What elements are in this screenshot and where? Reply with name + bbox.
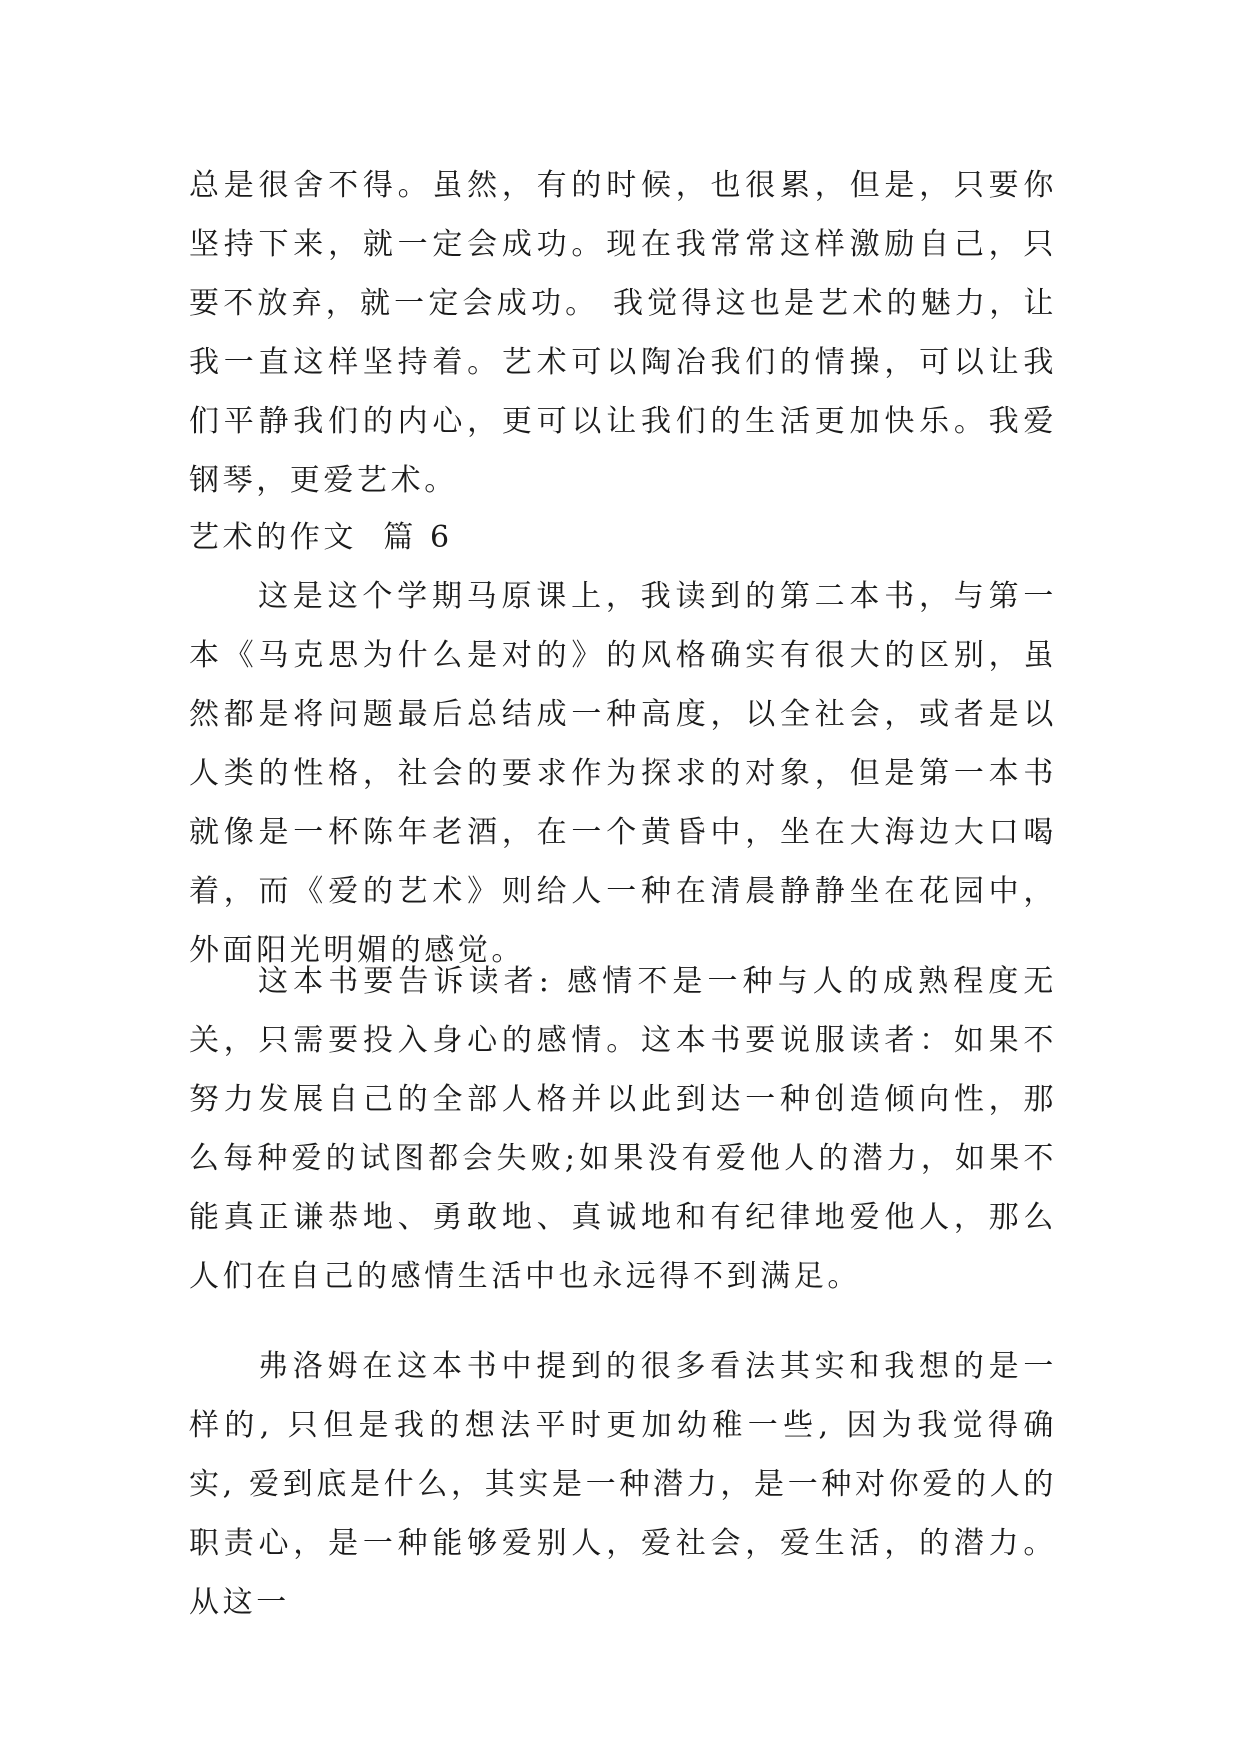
- body-paragraph: 这本书要告诉读者: 感情不是一种与人的成熟程度无关，只需要投入身心的感情。这本书要说服读者：如果不努力发展自己的全部人格并以此到达一种创造倾向性，那么每种爱的试图都会失败;如果没有爱他人的潜力，如果不能真正谦恭地、勇敢地、真诚地和有纪律地爱他人，那么人们在自己的感情生活中也永远得不到满足。: [189, 964, 1057, 1294]
- body-paragraph: 弗洛姆在这本书中提到的很多看法其实和我想的是一样的, 只但是我的想法平时更加幼稚一些, 因为我觉得确实, 爱到底是什么，其实是一种潜力，是一种对你爱的人的职责心，是一种能够爱别人，爱社会，爱生活，的潜力。从这一: [189, 1349, 1057, 1620]
- continuation-paragraph: 总是很舍不得。虽然，有的时候，也很累，但是，只要你坚持下来，就一定会成功。现在我常常这样激励自己，只要不放弃，就一定会成功。 我觉得这也是艺术的魅力，让我一直这样坚持着。艺术可以陶冶我们的情操，可以让我们平静我们的内心，更可以让我们的生活更加快乐。我爱钢琴，更爱艺术。: [189, 168, 1057, 498]
- text-block-continuation: [189, 156, 1057, 510]
- section-heading: 艺术的作文 篇 6: [189, 520, 453, 555]
- body-paragraph: 这是这个学期马原课上，我读到的第二本书，与第一本《马克思为什么是对的》的风格确实有很大的区别，虽然都是将问题最后总结成一种高度，以全社会，或者是以人类的性格，社会的要求作为探求的对象，但是第一本书就像是一杯陈年老酒，在一个黄昏中，坐在大海边大口喝着，而《爱的艺术》则给人一种在清晨静静坐在花园中，外面阳光明媚的感觉。: [189, 579, 1057, 968]
- text-block-paragraph-3: [189, 1337, 1057, 1632]
- text-block-paragraph-1: [189, 567, 1057, 980]
- text-block-paragraph-2: [189, 952, 1057, 1306]
